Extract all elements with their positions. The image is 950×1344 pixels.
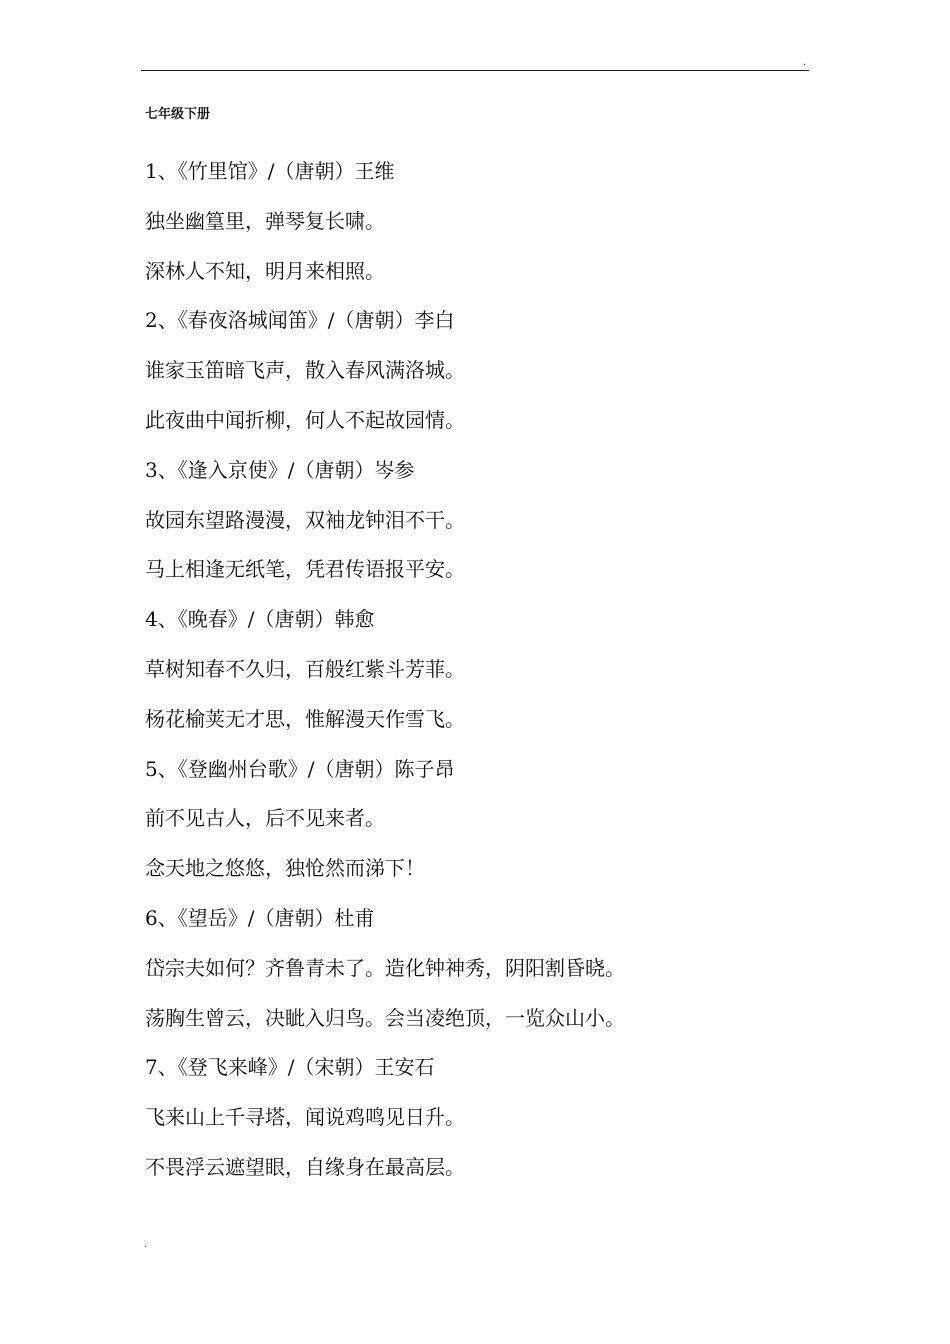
poem-line: 草树知春不久归，百般红紫斗芳菲。 (145, 656, 465, 681)
poem-line: 飞来山上千寻塔，闻说鸡鸣见日升。 (145, 1105, 465, 1130)
poem-title: 1、《竹里馆》/（唐朝）王维 (145, 159, 395, 183)
poem-line: 此夜曲中闻折柳，何人不起故园情。 (145, 407, 465, 432)
poem-title: 6、《望岳》/（唐朝）杜甫 (145, 905, 375, 930)
poem-title: 7、《登飞来峰》/（宋朝）王安石 (145, 1055, 435, 1080)
header-mark: . (803, 58, 806, 68)
poem-line: 前不见古人，后不见来者。 (145, 806, 385, 831)
poem (145, 1051, 805, 1200)
poem-line: 念天地之悠悠，独怆然而涕下！ (145, 856, 425, 881)
poem-line: 不畏浮云遮望眼，自缘身在最高层。 (145, 1154, 465, 1179)
poem (145, 603, 805, 752)
poem (145, 454, 805, 603)
poem-line: 故园东望路漫漫，双袖龙钟泪不干。 (145, 507, 465, 532)
poem-title: 4、《晚春》/（唐朝）韩愈 (145, 607, 375, 632)
poem-line: 荡胸生曾云，决眦入归鸟。会当凌绝顶，一览众山小。 (145, 1005, 625, 1030)
poem-line: 谁家玉笛暗飞声，散入春风满洛城。 (145, 358, 465, 383)
poem (145, 304, 805, 453)
poem (145, 155, 805, 304)
poem-line: 杨花榆荚无才思，惟解漫天作雪飞。 (145, 706, 465, 731)
poem-line: 独坐幽篁里，弹琴复长啸。 (145, 208, 385, 233)
header-rule (141, 70, 809, 71)
poem (145, 902, 805, 1051)
footer-mark: . (144, 1240, 147, 1250)
poem-title: 5、《登幽州台歌》/（唐朝）陈子昂 (145, 756, 455, 781)
poem-title: 2、《春夜洛城闻笛》/（唐朝）李白 (145, 308, 455, 333)
poem-title: 3、《逢入京使》/（唐朝）岑参 (145, 457, 415, 482)
poem-line: 岱宗夫如何？齐鲁青未了。造化钟神秀，阴阳割昏晓。 (145, 955, 625, 980)
poem-list (145, 155, 805, 1201)
poem (145, 753, 805, 902)
section-title: 七年级下册 (145, 107, 211, 122)
poem-line: 深林人不知，明月来相照。 (145, 258, 385, 283)
poem-line: 马上相逢无纸笔，凭君传语报平安。 (145, 557, 465, 582)
